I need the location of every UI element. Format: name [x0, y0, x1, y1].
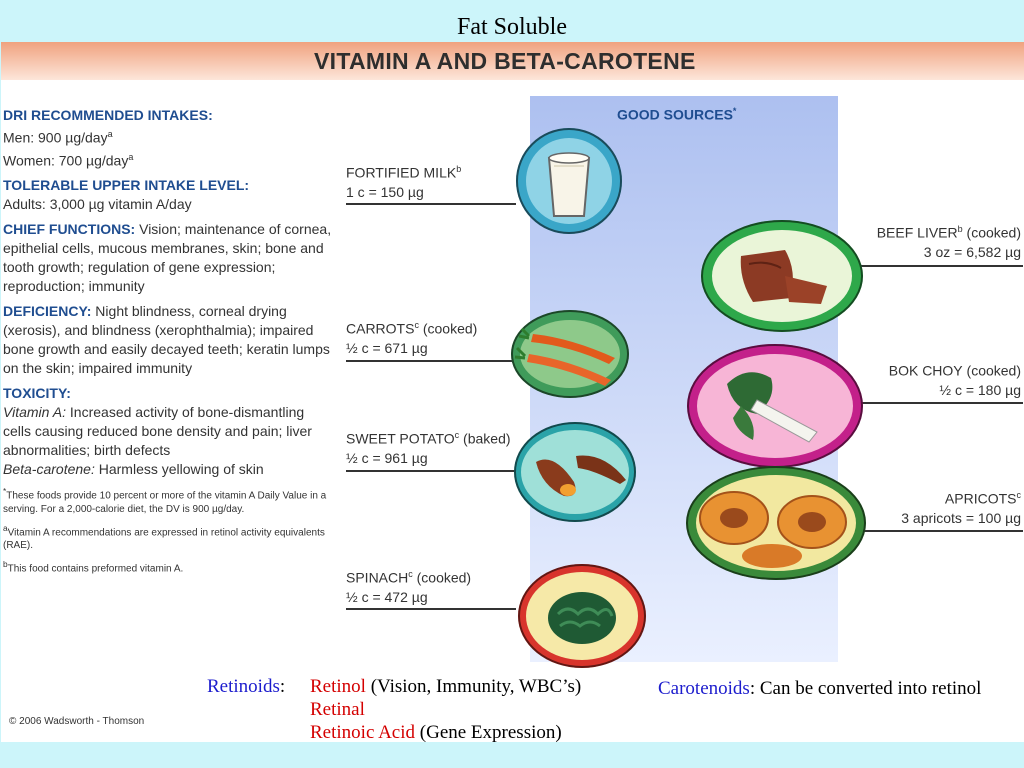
retinoic-acid-item: Retinoic Acid (Gene Expression) — [310, 722, 562, 743]
retinol-item: Retinol (Vision, Immunity, WBC’s) — [310, 676, 582, 697]
source-spinach: SPINACH$^c$ (cooked) ½ c = 472 µg — [346, 569, 472, 605]
dri-men: Men: 900 µg/day$^a$ — [3, 129, 113, 146]
source-sweet-potato: SWEET POTATO$^c$ (baked) ½ c = 961 µg — [346, 430, 511, 466]
deficiency-text: Night blindness, corneal drying (xerosis), and blindness (xerophthalmia); impaired bone growth and easily decayed teeth; keratin lumps on the skin; impaired immunity — [3, 303, 330, 377]
milk-glass-illustration — [516, 128, 622, 234]
leader-line — [346, 470, 516, 472]
good-sources-heading: GOOD SOURCES* — [617, 106, 737, 123]
nutrient-facts — [3, 106, 333, 575]
carotenoids-label: Carotenoids — [658, 678, 750, 699]
ul-heading: TOLERABLE UPPER INTAKE LEVEL: — [3, 177, 250, 194]
functions-section — [3, 220, 333, 296]
leader-line — [346, 608, 516, 610]
figure-title: VITAMIN A AND BETA-CAROTENE — [314, 48, 696, 74]
figure-panel — [1, 42, 1024, 742]
source-carrots: CARROTS$^c$ (cooked) ½ c = 671 µg — [346, 320, 478, 356]
bok-choy-illustration — [687, 344, 863, 468]
dri-women: Women: 700 µg/day$^a$ — [3, 151, 134, 169]
carrots-illustration — [511, 310, 629, 398]
leader-line — [346, 203, 516, 205]
source-apricots: APRICOTS$^c$ 3 apricots = 100 µg — [901, 490, 1021, 526]
ul-section — [3, 176, 333, 214]
retinoid-list — [310, 675, 581, 744]
toxicity-heading: TOXICITY: — [3, 385, 71, 402]
deficiency-heading: DEFICIENCY: — [3, 303, 92, 320]
source-bok-choy: BOK CHOY (cooked) ½ c = 180 µg — [888, 362, 1021, 398]
footnote-preformed: $^b$This food contains preformed vitamin A. — [3, 558, 184, 575]
slide-title: Fat Soluble — [456, 14, 567, 40]
ul-text: Adults: 3,000 µg vitamin A/day — [3, 196, 192, 213]
retinal-item: Retinal — [310, 699, 365, 720]
dri-section — [3, 106, 333, 170]
source-fortified-milk: FORTIFIED MILK$^b$ 1 c = 150 µg — [346, 164, 462, 200]
deficiency-section — [3, 302, 333, 378]
retinoids-label: Retinoids — [207, 676, 280, 697]
leader-line — [861, 265, 1023, 267]
beef-liver-illustration — [701, 220, 863, 332]
source-beef-liver: BEEF LIVER$^b$ (cooked) 3 oz = 6,582 µg — [876, 224, 1021, 260]
toxicity-beta-carotene: Beta-carotene: Harmless yellowing of skin — [3, 461, 264, 478]
dri-heading: DRI RECOMMENDED INTAKES: — [3, 107, 213, 123]
leader-line — [346, 360, 516, 362]
toxicity-vitamin-a: Vitamin A: Increased activity of bone-dismantling cells causing reduced bone density and pain; liver abnormalities; birth defects — [3, 404, 312, 459]
carotenoids-caption — [658, 677, 998, 700]
footnote-daily-value: *These foods provide 10 percent or more of the vitamin A Daily Value in a serving. For a 2,000-calorie diet, the DV is 900 µg/day. — [3, 486, 327, 515]
leader-line — [861, 402, 1023, 404]
retinoids-caption: Retinoids: — [207, 676, 286, 697]
leader-line — [861, 530, 1023, 532]
sweet-potato-illustration — [514, 422, 636, 522]
functions-heading: CHIEF FUNCTIONS: — [3, 221, 136, 238]
footnote-rae: $^a$Vitamin A recommendations are expressed in retinol activity equivalents (RAE). — [3, 522, 325, 551]
functions-text: Vision; maintenance of cornea, epithelial cells, mucous membranes, skin; bone and tooth growth; regulation of gene expression; reproduction; immunity — [3, 221, 332, 295]
spinach-illustration — [518, 564, 646, 668]
title-band — [1, 42, 1024, 80]
apricots-illustration — [686, 466, 866, 580]
carotenoids-text: : Can be converted into retinol — [749, 678, 982, 699]
toxicity-section — [3, 384, 333, 479]
copyright: © 2006 Wadsworth - Thomson — [9, 716, 145, 727]
